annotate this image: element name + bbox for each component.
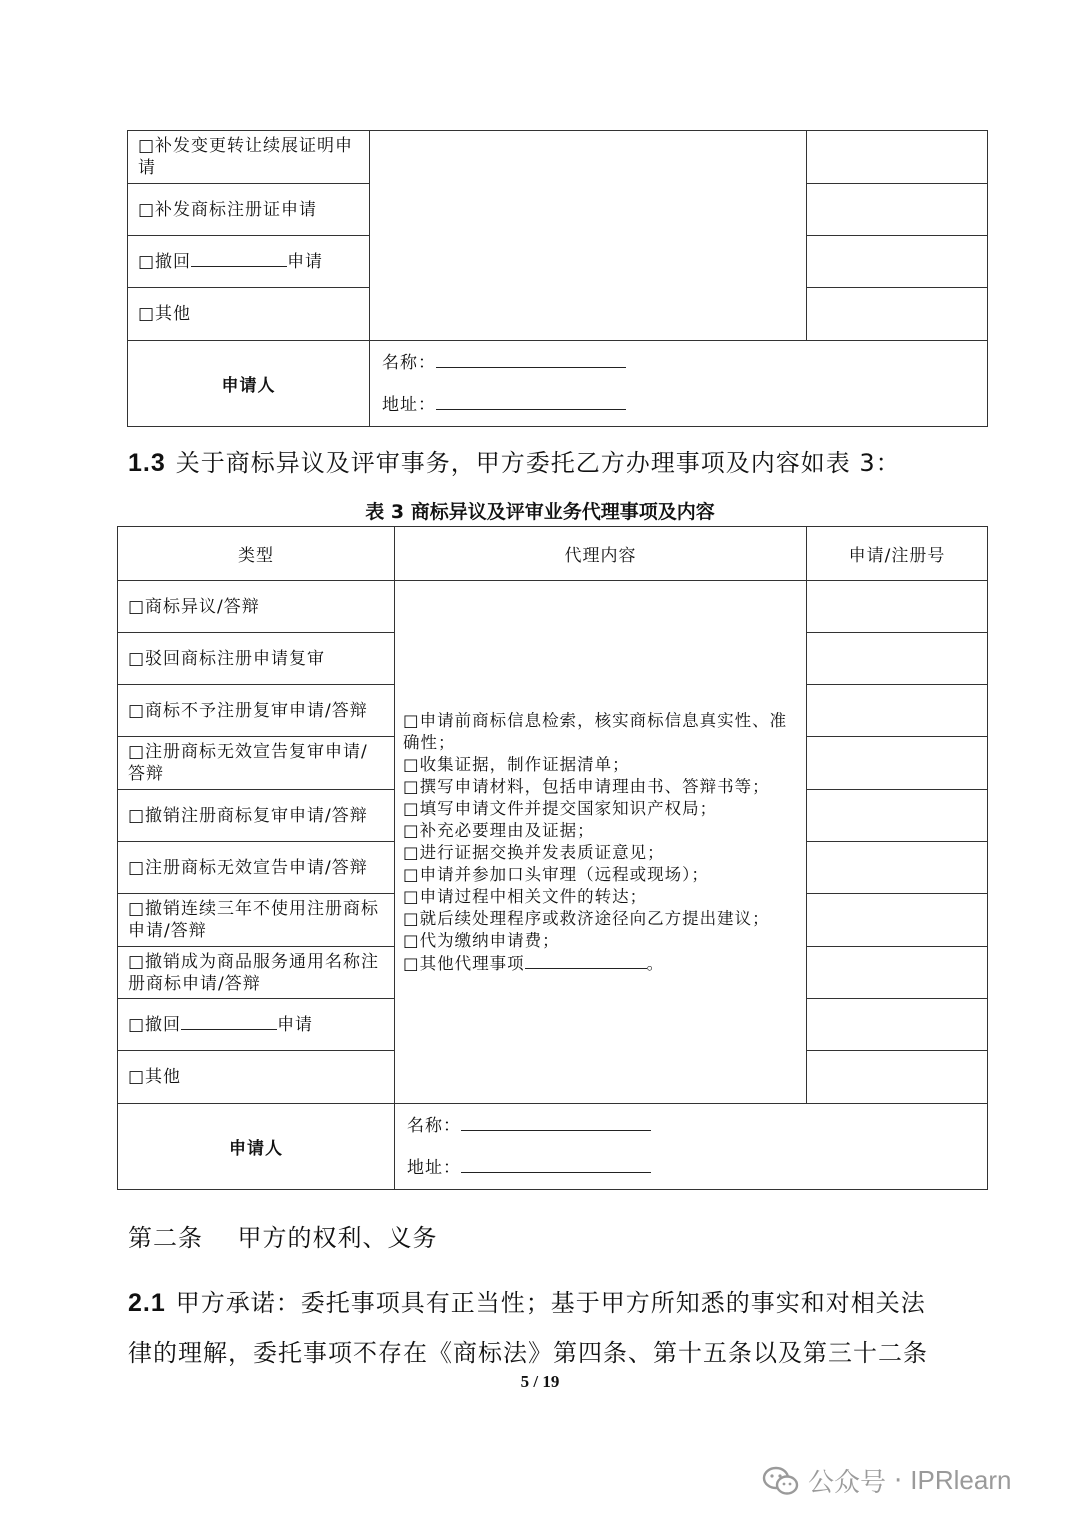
section-1-3: 1.3 关于商标异议及评审事务，甲方委托乙方办理事项及内容如表 3：	[128, 449, 901, 477]
number-cell	[807, 685, 988, 737]
watermark: 公众号 · IPRlearn	[762, 1462, 1011, 1499]
number-cell	[807, 790, 988, 842]
header-content: 代理内容	[395, 527, 807, 581]
number-cell	[807, 1051, 988, 1104]
type-cell: □驳回商标注册申请复审	[118, 633, 395, 685]
number-cell	[807, 131, 988, 184]
content-item: □填写申请文件并提交国家知识产权局；	[403, 798, 718, 818]
wechat-icon	[762, 1466, 800, 1496]
number-cell	[807, 999, 988, 1051]
type-cell: □其他	[128, 288, 370, 341]
content-item: □撰写申请材料，包括申请理由书、答辩书等；	[403, 776, 770, 796]
table-top	[127, 130, 988, 427]
address-blank[interactable]	[436, 393, 626, 410]
content-list	[395, 710, 806, 975]
number-cell	[807, 184, 988, 236]
type-cell: □撤销成为商品服务通用名称注册商标申请/答辩	[118, 947, 395, 999]
type-cell: □其他	[118, 1051, 395, 1104]
number-cell	[807, 894, 988, 947]
blank-line[interactable]	[525, 952, 647, 969]
table-3	[117, 526, 988, 1190]
content-item: □申请并参加口头审理（远程或现场）；	[403, 864, 709, 884]
applicant-label: 申请人	[128, 341, 370, 427]
type-cell: □撤回 申请	[118, 999, 395, 1051]
type-cell: □撤销连续三年不使用注册商标申请/答辩	[118, 894, 395, 947]
content-item: □其他代理事项 。	[403, 953, 665, 973]
type-cell: □补发商标注册证申请	[128, 184, 370, 236]
content-item: □代为缴纳申请费；	[403, 930, 560, 950]
number-cell	[807, 737, 988, 790]
address-blank[interactable]	[461, 1156, 651, 1173]
content-item: □收集证据，制作证据清单；	[403, 754, 630, 774]
section-2-1-line2: 律的理解，委托事项不存在《商标法》第四条、第十五条以及第三十二条	[128, 1339, 928, 1367]
applicant-label: 申请人	[118, 1104, 395, 1190]
applicant-fields: 名称： 地址：	[370, 341, 988, 427]
number-cell	[807, 236, 988, 288]
type-cell: □注册商标无效宣告复审申请/答辩	[118, 737, 395, 790]
number-cell	[807, 947, 988, 999]
type-cell: □撤销注册商标复审申请/答辩	[118, 790, 395, 842]
number-cell	[807, 581, 988, 633]
number-cell	[807, 633, 988, 685]
content-item: □补充必要理由及证据；	[403, 820, 595, 840]
page-number: 5 / 19	[520, 1372, 560, 1391]
table3-caption: 表 3 商标异议及评审业务代理事项及内容	[365, 501, 715, 523]
number-cell	[807, 288, 988, 341]
header-type: 类型	[118, 527, 395, 581]
content-cell	[370, 131, 807, 341]
content-item: □就后续处理程序或救济途径向乙方提出建议；	[403, 908, 770, 928]
section-2-1: 2.1 甲方承诺：委托事项具有正当性；基于甲方所知悉的事实和对相关法	[128, 1289, 926, 1317]
type-cell: □商标异议/答辩	[118, 581, 395, 633]
blank-line[interactable]	[181, 1013, 277, 1030]
number-cell	[807, 842, 988, 894]
type-cell: □注册商标无效宣告申请/答辩	[118, 842, 395, 894]
content-cell	[395, 581, 807, 1104]
applicant-fields: 名称： 地址：	[395, 1104, 988, 1190]
name-blank[interactable]	[436, 351, 626, 368]
content-item: □申请过程中相关文件的转达；	[403, 886, 648, 906]
type-cell: □补发变更转让续展证明申请	[128, 131, 370, 184]
type-cell: □商标不予注册复审申请/答辩	[118, 685, 395, 737]
content-item: □申请前商标信息检索，核实商标信息真实性、准确性；	[403, 710, 788, 752]
name-blank[interactable]	[461, 1114, 651, 1131]
content-item: □进行证据交换并发表质证意见；	[403, 842, 665, 862]
article-2-title: 第二条 甲方的权利、义务	[128, 1224, 438, 1252]
header-number: 申请/注册号	[807, 527, 988, 581]
type-cell: □撤回 申请	[128, 236, 370, 288]
blank-line[interactable]	[191, 250, 287, 267]
